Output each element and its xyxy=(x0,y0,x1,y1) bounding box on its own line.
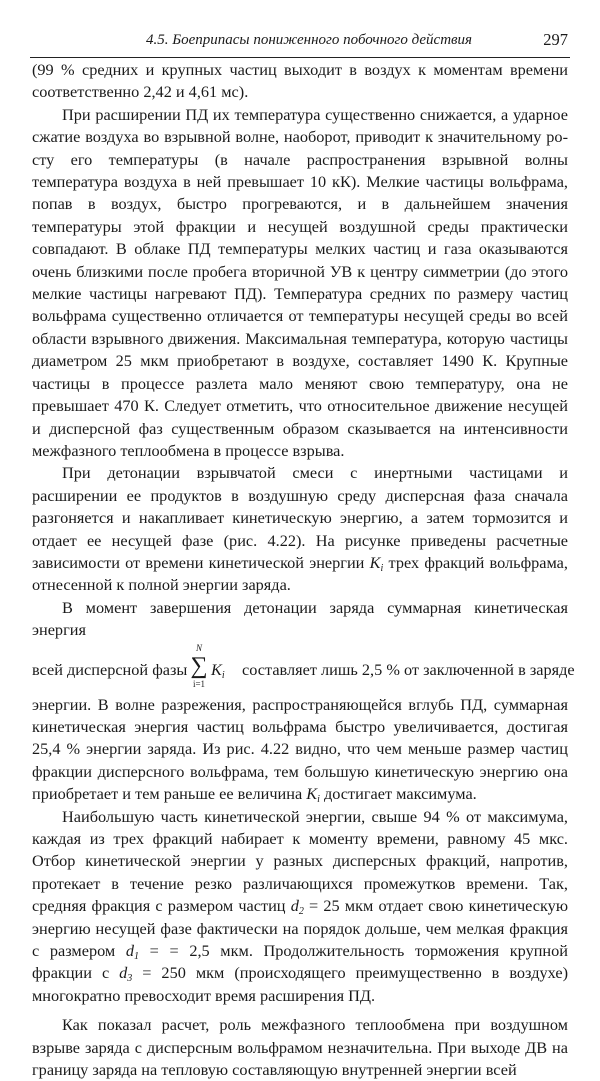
formula-text-after: составляет лишь 2,5 % от заключенной в заряде xyxy=(242,659,575,679)
particle-size-d1: $d_1$ xyxy=(125,941,140,963)
section-title: 4.5. Боеприпасы пониженного побочного действия xyxy=(146,32,473,48)
running-header xyxy=(30,20,570,50)
sum-upper-limit: N xyxy=(195,642,202,653)
sum-lower-limit: i=1 xyxy=(192,678,206,689)
formula-text-before: всей дисперсной фазы xyxy=(32,659,188,679)
paragraph-2: При расширении ПД их температура существенно снижается, а ударное сжатие воздуха во взрывной волне, наоборот, приводит к значительному росту его температуры (в начале распространения взрывной волны температура воздуха в ней превышает 10 кК). Мелкие частицы вольфрама, попав в воздух, быстро прогреваются, и в дальнейшем значения температуры этой фракции и несущей воздушной среды практически совпадают. В облаке ПД температуры мелких частиц и газа оказываются очень близкими после пробега вторичной УВ к центру симметрии (до этого мелкие частицы нагревают ПД). Температура средних по размеру частиц вольфрама существенно отличается от температуры несущей среды во всей области взрывного движения. Максимальная температура, которую частицы диаметром 25 мкм приобретают в воздухе, составляет 1490 К. Крупные частицы в процессе разлета мало меняют свою температуру, она не превышает 470 К. Следует отметить, что относительное движение несущей и дисперсной фаз существенным образом сказывается на интенсивности межфазного теплообмена в процессе взрыва. xyxy=(32,104,568,460)
sum-formula-line xyxy=(32,642,575,694)
sigma-symbol: ∑ xyxy=(190,652,208,679)
page-body xyxy=(32,59,575,1081)
paragraph-5: Наибольшую часть кинетической энергии, свыше 94 % от максимума, каждая из трех фракций набирает к моменту времени, равному 45 мкс. Отбор кинетической энергии у разных дисперсных фракций, напротив, протекает в течение резко различающихся промежутков времени. Так, средняя фракция с размером частиц $d_2 = 25$ мкм отдает свою кинетическую энергию несущей фазе фактически на порядок дольше, чем мелкая фракция с размером $d_1$ = = 2,5 мкм. Продолжительность торможения крупной фракции с $d_3 = 250$ мкм (происходящего преимущественно в воздухе) многократно превосходит время расширения ПД. xyxy=(32,806,569,1005)
summation-formula xyxy=(190,642,208,694)
header-rule xyxy=(30,57,570,58)
paragraph-4-opening: В момент завершения детонации заряда суммарная кинетическая энергия xyxy=(32,597,568,640)
kinetic-energy-symbol: $K_i$ xyxy=(369,552,384,574)
sum-term: $K_i$ xyxy=(211,659,225,681)
paragraph-1: (99 % средних и крупных частиц выходит в воздух к моментам времени соответственно 2,42 и 4,61 мс). xyxy=(32,60,568,102)
particle-size-d2: $d_2$ xyxy=(290,896,304,918)
kinetic-energy-symbol: $K_i$ xyxy=(306,784,320,806)
paragraph-4-continued: энергии. В волне разрежения, распространяющейся вглубь ПД, суммарная кинетическая энергия частиц вольфрама быстро увеличивается, достигая 25,4 % энергии заряда. Из рис. 4.22 видно, что чем меньше размер частиц фракции дисперсного вольфрама, тем большую кинетическую энергию она приобретает и тем раньше ее величина $K_i$ достигает максимума. xyxy=(32,694,568,806)
particle-size-d3: $d_3$ xyxy=(119,963,133,985)
paragraph-3: При детонации взрывчатой смеси с инертными частицами и расширении ее продуктов в воздушную среду дисперсная фаза сначала разгоняется и накапливает кинетическую энергию, а затем тормозится и отдает ее несущей фазе (рис. 4.22). На рисунке приведены расчетные зависимости от времени кинетической энергии $K_i$ трех фракций вольфрама, отнесенной к полной энергии заряда. xyxy=(32,463,568,595)
page-number: 297 xyxy=(543,30,568,49)
paragraph-6: Как показал расчет, роль межфазного теплообмена при воздушном взрыве заряда с дисперсным вольфрамом незначительна. При выходе ДВ на границу заряда на тепловую составляющую внутренней энергии всей xyxy=(32,1015,568,1080)
